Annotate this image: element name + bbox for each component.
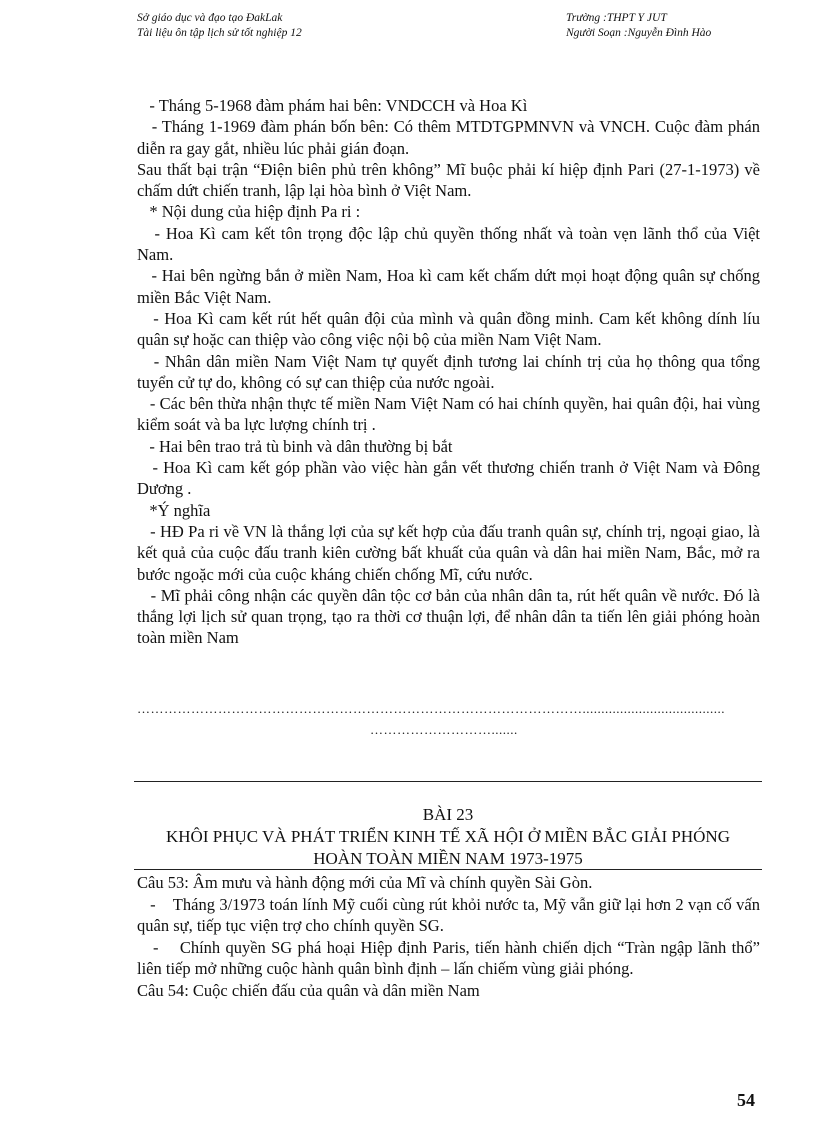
header-author: Người Soạn :Nguyễn Đình Hào bbox=[566, 27, 712, 39]
paragraph: - Tháng 5-1968 đàm phám hai bên: VNDCCH và Hoa Kì bbox=[137, 96, 528, 115]
paragraph: - Chính quyền SG phá hoại Hiệp định Paris, tiến hành chiến dịch “Tràn ngập lãnh thổ” liên tiếp mở những cuộc hành quân bình định – lấn chiếm vùng giải phóng. bbox=[137, 937, 765, 978]
paragraph: *Ý nghĩa bbox=[137, 500, 211, 520]
paragraph: * Nội dung của hiệp định Pa ri : bbox=[137, 202, 361, 222]
dotted-separator-short: ………………………....... bbox=[370, 722, 518, 737]
page-number: 54 bbox=[737, 1090, 755, 1110]
dotted-separator: ………………………………………………………………………………………...................................... bbox=[137, 701, 725, 716]
horizontal-rule bbox=[134, 781, 762, 782]
paragraph: - Hai bên ngừng bắn ở miền Nam, Hoa kì cam kết chấm dứt mọi hoạt động quân sự chống miền Bắc Việt Nam. bbox=[137, 266, 765, 307]
paragraph: - Các bên thừa nhận thực tế miền Nam Việt Nam có hai chính quyền, hai quân đội, hai vùng kiểm soát và ba lực lượng chính trị . bbox=[137, 394, 765, 435]
question-heading: Câu 53: Âm mưu và hành động mới của Mĩ và chính quyền Sài Gòn. bbox=[137, 873, 593, 892]
paragraph: - Hai bên trao trả tù binh và dân thường bị bắt bbox=[137, 436, 453, 456]
header-department: Sở giáo dục và đạo tạo ĐakLak bbox=[137, 12, 283, 24]
paragraph: - Tháng 1-1969 đàm phán bốn bên: Có thêm MTDTGPMNVN và VNCH. Cuộc đàm phán diễn ra gay gắt, nhiều lúc phải gián đoạn. bbox=[137, 117, 765, 158]
header-document-title: Tài liệu ôn tập lịch sử tốt nghiệp 12 bbox=[137, 27, 302, 39]
question-heading: Câu 54: Cuộc chiến đấu của quân và dân miền Nam bbox=[137, 980, 480, 1000]
lesson-title: BÀI 23 bbox=[422, 805, 474, 824]
paragraph: - Hoa Kì cam kết góp phần vào việc hàn gắn vết thương chiến tranh ở Việt Nam và Đông Dương . bbox=[137, 458, 765, 499]
lesson-subtitle: KHÔI PHỤC VÀ PHÁT TRIỂN KINH TẾ XÃ HỘI Ở MIỀN BẮC GIẢI PHÓNG HOÀN TOÀN MIỀN NAM 1973-1975 bbox=[166, 827, 730, 868]
main-body-text bbox=[137, 95, 765, 649]
paragraph: - HĐ Pa ri về VN là thắng lợi của sự kết hợp của đấu tranh quân sự, chính trị, ngoại giao, là kết quả của cuộc đấu tranh kiên cường bất khuất của quân và dân hai miền Nam, Bắc, mở ra bước ngoặc mới của cuộc kháng chiến chống Mĩ, cứu nước. bbox=[137, 521, 765, 584]
horizontal-rule bbox=[134, 869, 762, 870]
paragraph: - Hoa Kì cam kết tôn trọng độc lập chủ quyền thống nhất và toàn vẹn lãnh thổ của Việt Nam. bbox=[137, 223, 765, 265]
paragraph: - Tháng 3/1973 toán lính Mỹ cuối cùng rút khỏi nước ta, Mỹ vẫn giữ lại hơn 2 vạn cố vấn quân sự, tiếp tục viện trợ cho chính quyền SG. bbox=[137, 894, 765, 935]
header-school: Trường :THPT Y JUT bbox=[566, 12, 667, 24]
paragraph: Sau thất bại trận “Điện biên phủ trên không” Mĩ buộc phải kí hiệp định Pari (27-1-1973) về chấm dứt chiến tranh, lập lại hòa bình ở Việt Nam. bbox=[137, 159, 765, 201]
page-header-left bbox=[137, 11, 302, 41]
paragraph: - Nhân dân miền Nam Việt Nam tự quyết định tương lai chính trị của họ thông qua tổng tuyển cử tự do, không có sự can thiệp của nước ngoài. bbox=[137, 351, 765, 392]
page-header-right bbox=[566, 11, 711, 41]
paragraph: - Mĩ phải công nhận các quyền dân tộc cơ bản của nhân dân ta, rút hết quân về nước. Đó là thắng lợi lịch sử quan trọng, tạo ra thời cơ thuận lợi, để nhân dân ta tiến lên giải phóng hoàn toàn miền Nam bbox=[137, 585, 765, 648]
paragraph: - Hoa Kì cam kết rút hết quân đội của mình và quân đồng minh. Cam kết không dính líu quân sự hoặc can thiệp vào công việc nội bộ của miền Nam Việt Nam. bbox=[137, 308, 765, 350]
lesson-body-text bbox=[137, 872, 765, 1001]
